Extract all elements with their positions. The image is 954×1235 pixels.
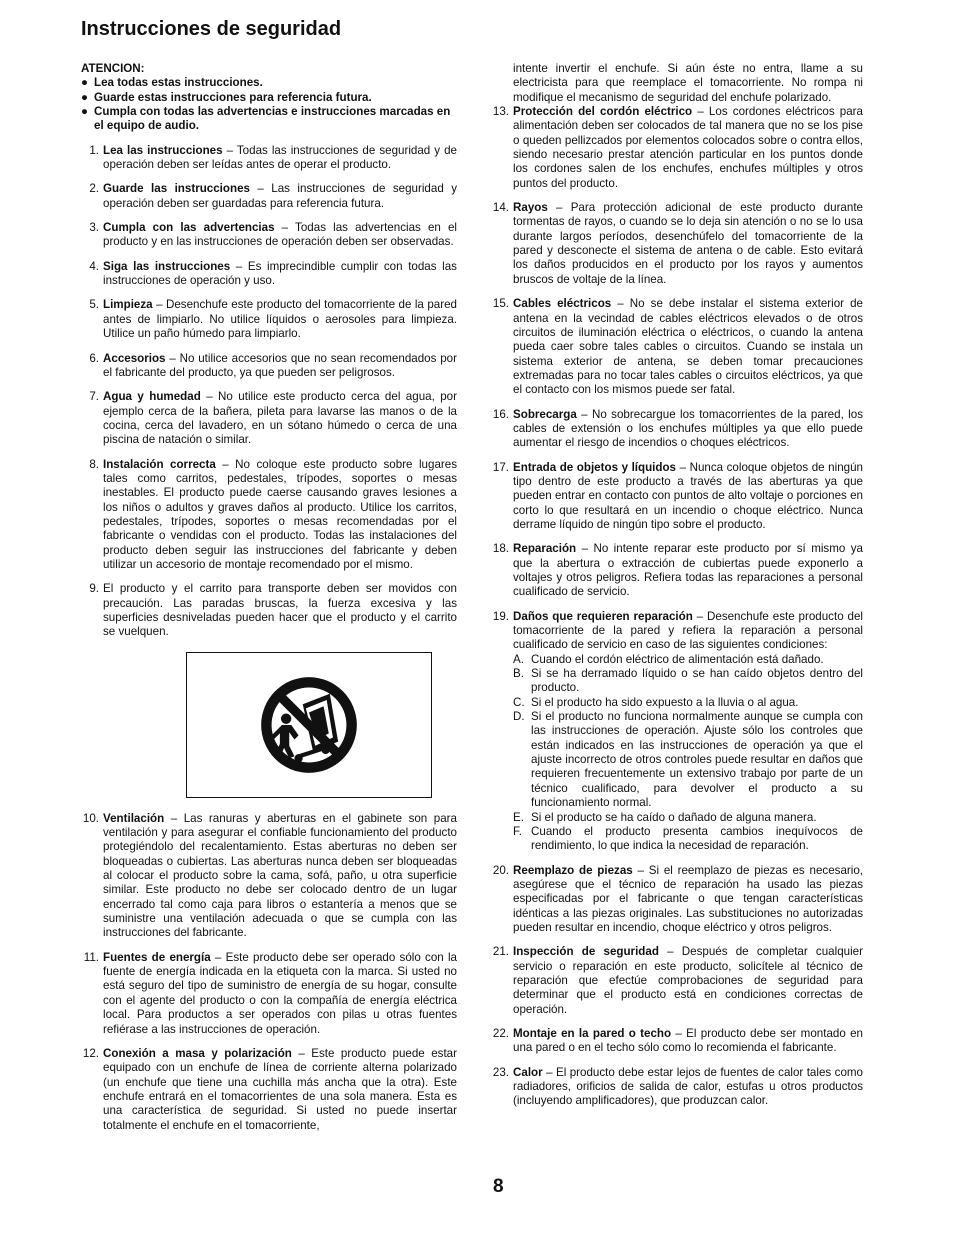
instruction-item: 18. Reparación – No intente reparar este producto por sí mismo ya que la abertura o extracción de cubiertas puede exponerlo a voltajes y otros peligros. Refiera todas las reparaciones a personal cualificado de servicio. [492,542,863,599]
instruction-list-left-2 [81,812,457,1133]
bullet-icon: ● [81,105,89,119]
bullet-icon: ● [81,90,89,104]
instruction-item: 20. Reemplazo de piezas – Si el reemplazo de piezas es necesario, asegúrese que el técnico de reparación ha usado las piezas especificadas por el fabricante o que tengan características idénticas a las piezas originales. Las substituciones no autorizadas pueden resultar en incendio, choque eléctrico y otros peligros. [492,863,863,934]
attention-bullet: ● Guarde estas instrucciones para referencia futura. [81,90,372,104]
sub-item: E. Si el producto se ha caído o dañado de alguna manera. [513,810,817,824]
attention-heading: ATENCION: [81,62,145,75]
page-title: Instrucciones de seguridad [81,18,342,40]
left-column [81,62,457,1133]
instruction-item: 21. Inspección de seguridad – Después de completar cualquier servicio o reparación en este producto, solicítele al técnico de reparación que efectúe comprobaciones de seguridad para determinar que el producto está en condiciones correctas de operación. [492,945,863,1016]
instruction-item: 12. Conexión a masa y polarización – Este producto puede estar equipado con un enchufe de línea de corriente alterna polarizado (un enchufe que tiene una cuchilla más ancha que la otra). Este enchufe entrará en el tomacorrientes de una sola manera. Esta es una característica de seguridad. Si usted no puede insertar totalmente el enchufe en el tomacorriente, [82,1046,457,1132]
instruction-item: 13. Protección del cordón eléctrico – Los cordones eléctricos para alimentación deben ser colocados de tal manera que no se los pise o queden pellizcados por elementos colocados sobre o contra ellos, siendo necesario prestar atención particular en los puntos donde los cordones salen de los enchufes, enchufes múltiples y otros puntos del producto. [492,105,863,190]
sub-item: A. Cuando el cordón eléctrico de alimentación está dañado. [513,652,824,666]
cart-tip-over-warning-icon [257,673,361,777]
instruction-item: 2. Guarde las instrucciones – Las instrucciones de seguridad y operación deben ser guardadas para referencia futura. [89,182,457,210]
attention-block [81,62,457,134]
instruction-item: 3. Cumpla con las advertencias – Todas las advertencias en el producto y en las instrucciones de operación deben ser observadas. [89,221,457,249]
instruction-item: 9. El producto y el carrito para transporte deben ser movidos con precaución. Las paradas bruscas, la fuerza excesiva y las superficies desniveladas pueden hacer que el producto y el carrito se vuelquen. [89,582,457,639]
attention-bullet: ● Cumpla con todas las advertencias e instrucciones marcadas en el equipo de audio. [81,105,451,133]
instruction-item: 11. Fuentes de energía – Este producto debe ser operado sólo con la fuente de energía indicada en la etiqueta con la marca. Si usted no está seguro del tipo de suministro de energía de su hogar, consulte con el agente del producto o con la compañía de energía eléctrica local. Para productos a ser operados con pilas u otras fuentes refiérase a las instrucciones de operación. [83,950,458,1036]
instruction-item: 5. Limpieza – Desenchufe este producto del tomacorriente de la pared antes de limpiarlo. No utilice líquidos o aerosoles para limpieza. Utilice un paño húmedo para limpiarlo. [89,298,457,341]
instruction-item: 14. Rayos – Para protección adicional de este producto durante tormentas de rayos, o cuando se lo deja sin atención o no se lo usa durante largos períodos, desenchúfelo del tomacorriente de la pared y desconecte el sistema de antena o de cable. Esto evitará los daños producidos en el producto por los rayos y aumentos bruscos de voltaje de la línea. [492,201,863,286]
instruction-list-left [81,144,457,640]
instruction-item: 16. Sobrecarga – No sobrecargue los tomacorrientes de la pared, los cables de extensión o los enchufes múltiples ya que ello puede aumentar el riesgo de incendios o choques eléctricos. [492,407,863,450]
sub-item: D. Si el producto no funciona normalmente aunque se cumpla con las instrucciones de operación. Ajuste sólo los controles que están indicados en las instrucciones de operación ya que el ajuste incorrecto de otros controles puede resultar en daños que requieren frecuentemente un extensivo trabajo por parte de un técnico cualificado, para devolver el producto a su funcionamiento normal. [513,710,863,810]
cart-warning-figure [186,652,432,798]
instruction-item: 10. Ventilación – Las ranuras y aberturas en el gabinete son para ventilación y para asegurar el confiable funcionamiento del producto protegiéndolo del recalentamiento. Estas aberturas no deben ser bloqueadas o cubiertas. Las aberturas nunca deben ser bloqueadas al colocar el producto sobre la cama, sofá, paño, u otra superficie similar. Este producto no debe ser colocado dentro de un lugar encerrado tal como caja para libros o estantería a menos que se suministre una ventilación adecuada o que se cumpla con las instrucciones del fabricante. [82,811,457,940]
instruction-item: 7. Agua y humedad – No utilice este producto cerca del agua, por ejemplo cerca de la bañera, pileta para lavarse las manos o de la cocina, cerca del lavadero, en un sótano húmedo o cerca de una piscina de natación o similar. [89,390,457,447]
instruction-item: 8. Instalación correcta – No coloque este producto sobre lugares tales como carritos, pedestales, trípodes, soportes o mesas inestables. El producto puede caerse causando graves lesiones a los niños o adultos y graves daños al producto. Utilice los carritos, pedestales, trípodes, soportes o mesas recomendadas por el fabricante o vendidas con el producto. Todas las instalaciones del producto deben seguir las instrucciones del fabricante y deben utilizar un accesorio de montaje recomendado por el mismo. [89,457,457,571]
instruction-item: 23. Calor – El producto debe estar lejos de fuentes de calor tales como radiadores, orificios de salida de calor, estufas u otros productos (incluyendo amplificadores), que produzcan calor. [492,1065,863,1108]
item-12-continued: intente invertir el enchufe. Si aún éste no entra, llame a su electricista para que reemplace el tomacorriente. No rompa ni modifique el mecanismo de seguridad del enchufe polarizado. [513,62,863,104]
instruction-list-right [491,105,863,1109]
sub-item: B. Si se ha derramado líquido o se han caído objetos dentro del producto. [513,667,863,695]
instruction-item: 6. Accesorios – No utilice accesorios que no sean recomendados por el fabricante del producto, ya que pueden ser peligrosos. [89,351,457,379]
instruction-item-19: 19. Daños que requieren reparación – Desenchufe este producto del tomacorriente de la pared y refiera la reparación a personal cualificado de servicio en caso de las siguientes condiciones: A. Cuando el cordón eléctrico de alimentación está dañado. B. Si se ha derramado líquido o se han caído objetos dentro del producto. C. Si el producto ha sido expuesto a la lluvia o al agua. D. Si el producto no funciona normalmente aunque se cumpla con las instrucciones de operación. Ajuste sólo los controles que están indicados en las instrucciones de operación ya que el ajuste incorrecto de otros controles puede resultar en daños que requieren frecuentemente un extensivo trabajo por parte de un técnico cualificado, para devolver el producto a su funcionamiento normal. E. Si el producto se ha caído o dañado de alguna manera. F. Cuando el producto presenta cambios inequívocos de rendimiento, lo que indica la necesidad de reparación. [492,609,864,853]
page-number: 8 [493,1176,504,1197]
bullet-icon: ● [81,76,89,90]
instruction-item: 22. Montaje en la pared o techo – El producto debe ser montado en una pared o en el techo sólo como lo recomienda el fabricante. [492,1026,863,1055]
attention-bullet: ● Lea todas estas instrucciones. [81,76,263,90]
right-column [491,62,863,1109]
instruction-item: 15. Cables eléctricos – No se debe instalar el sistema exterior de antena en la vecindad de cables eléctricos elevados o de otros circuitos de iluminación eléctrica o eléctricos, o cuando la antena pueda caer sobre tales cables o circuitos. Cuando se instala un sistema exterior de antena, se deben tomar precauciones extremadas para no tocar tales cables o circuitos eléctricos, ya que el contacto con los mismos puede ser fatal. [492,297,863,397]
instruction-item: 4. Siga las instrucciones – Es imprecindible cumplir con todas las instrucciones de operación y uso. [89,259,457,288]
sub-item: F. Cuando el producto presenta cambios inequívocos de rendimiento, lo que indica la necesidad de reparación. [513,824,863,853]
sub-item: C. Si el producto ha sido expuesto a la lluvia o al agua. [513,695,799,709]
instruction-item: 1. Lea las instrucciones – Todas las instrucciones de seguridad y de operación deben ser leídas antes de operar el producto. [89,143,458,172]
instruction-item: 17. Entrada de objetos y líquidos – Nunca coloque objetos de ningún tipo dentro de este producto a través de las aberturas ya que pueden entrar en contacto con puntos de alto voltaje o porciones en corto lo que resultará en un incendio o choque eléctrico. Nunca derrame líquido de ningún tipo sobre el producto. [492,460,863,531]
